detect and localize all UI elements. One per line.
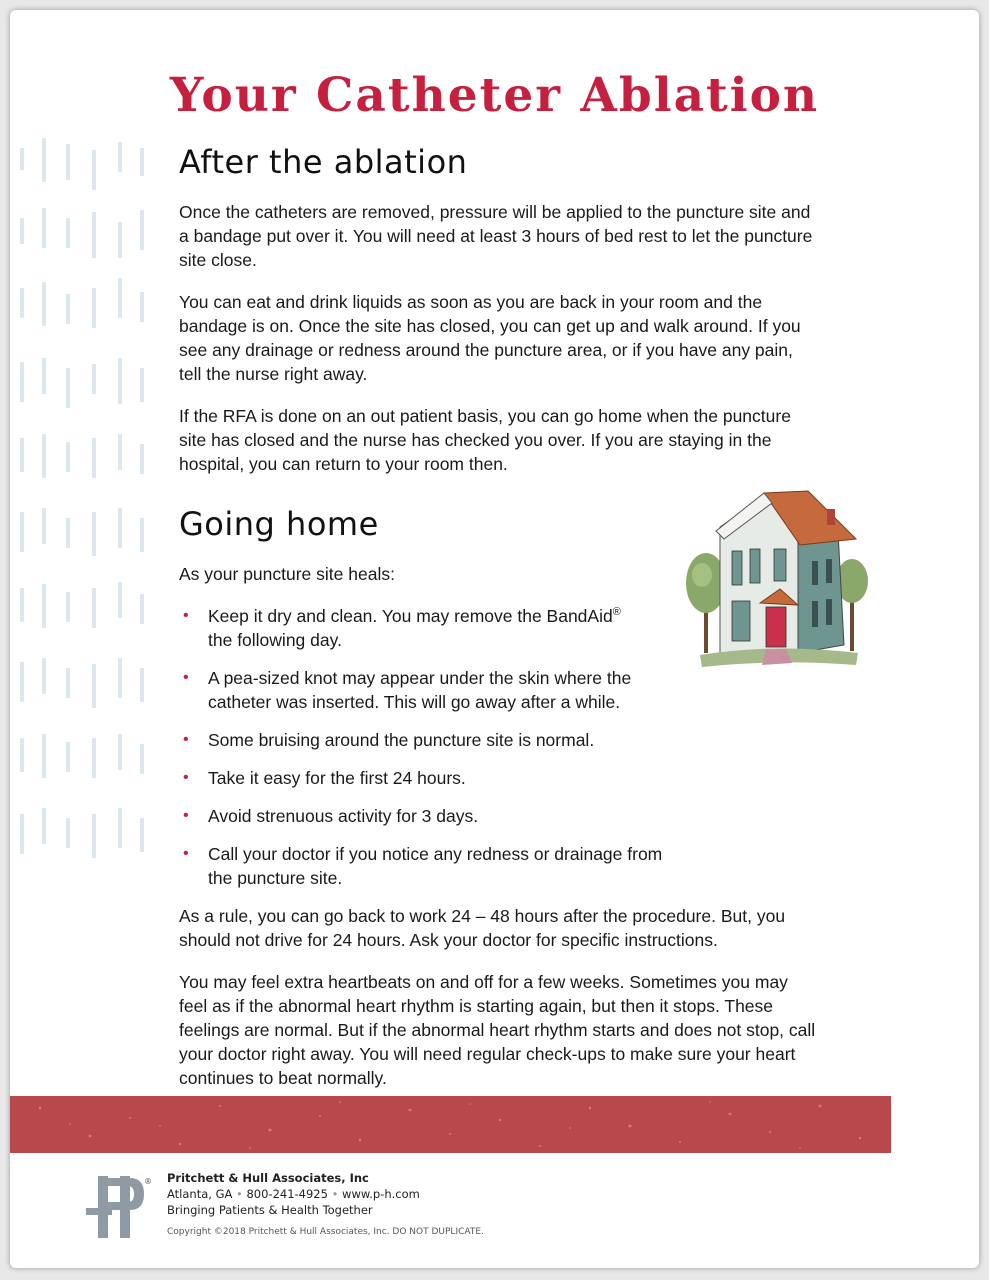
paragraph: As a rule, you can go back to work 24 – 48 hours after the procedure. But, you should not drive for 24 hours. Ask your doctor for specific instructions. [179, 906, 786, 950]
paragraph: Once the catheters are removed, pressure will be applied to the puncture site and a bandage put over it. You will need at least 3 hours of bed rest to let the puncture site close. [179, 202, 813, 270]
bullet-icon: • [183, 807, 189, 824]
document-title: Your Catheter Ablation [169, 68, 820, 123]
decorative-band [10, 1096, 891, 1153]
section-heading-going-home: Going home [179, 505, 379, 543]
copyright: Copyright ©2018 Pritchett & Hull Associates, Inc. DO NOT DUPLICATE. [167, 1227, 484, 1237]
bullet-icon: • [183, 607, 189, 624]
document-page [10, 10, 979, 1268]
bullet-icon: • [183, 845, 189, 862]
paragraph: You can eat and drink liquids as soon as you are back in your room and the bandage is on. Once the site has closed, you can get up and walk around. If you see any drainage or redness around the puncture area, or if you have any pain, tell the nurse right away. [179, 292, 801, 384]
list-item: • Avoid strenuous activity for 3 days. [183, 806, 479, 826]
website-link[interactable]: www.p-h.com [342, 1187, 420, 1201]
list-item: • Some bruising around the puncture site is normal. [183, 730, 595, 750]
list-item: • Call your doctor if you notice any redness or drainage from the puncture site. [183, 844, 663, 888]
svg-text:®: ® [144, 1177, 152, 1186]
company-name: Pritchett & Hull Associates, Inc [167, 1171, 369, 1185]
bullet-icon: • [183, 731, 189, 748]
bullet-icon: • [183, 669, 189, 686]
contact-line: Atlanta, GA • 800-241-4925 • www.p-h.com [167, 1187, 420, 1201]
footer [86, 1170, 786, 1260]
paragraph: If the RFA is done on an out patient basis, you can go home when the puncture site has closed and the nurse has checked you over. If you are staying in the hospital, you can return to your room then. [179, 406, 791, 474]
ph-logo-icon [86, 1174, 158, 1240]
section-heading-after-ablation: After the ablation [179, 143, 468, 181]
bullet-icon: • [183, 769, 189, 786]
tagline: Bringing Patients & Health Together [167, 1203, 373, 1217]
list-item: • Take it easy for the first 24 hours. [183, 768, 466, 788]
after-ablation-section [179, 140, 819, 476]
list-intro: As your puncture site heals: [179, 564, 395, 584]
paragraph: You may feel extra heartbeats on and off for a few weeks. Sometimes you may feel as if the abnormal heart rhythm is starting again, but then it stops. These feelings are normal. But if the abnormal heart rhythm starts and does not stop, call your doctor right away. You will need regular check-ups to make sure your heart continues to beat normally. [179, 972, 816, 1088]
decorative-stripes [16, 138, 151, 898]
footer-text [167, 1170, 484, 1240]
house-illustration-icon [680, 483, 870, 671]
list-item: • Keep it dry and clean. You may remove the BandAid® the following day. [183, 606, 621, 650]
list-item: • A pea-sized knot may appear under the skin where the catheter was inserted. This will go away after a while. [183, 668, 632, 712]
